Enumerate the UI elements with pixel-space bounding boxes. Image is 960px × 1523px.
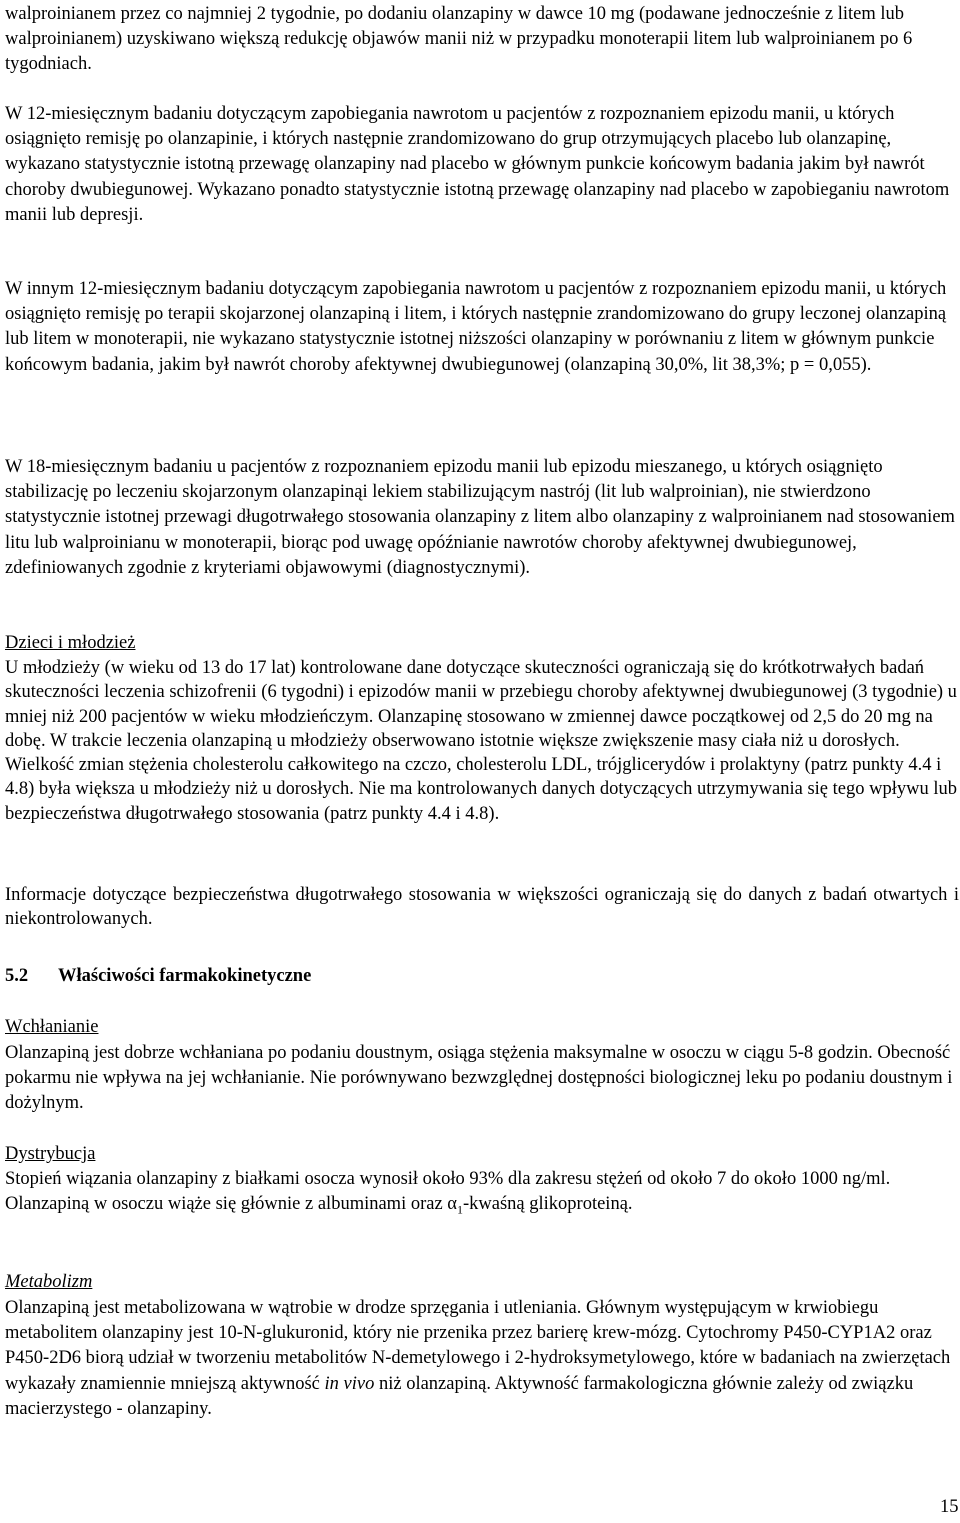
paragraph-mania-combination — [5, 2, 959, 78]
section-number: 5.2 — [5, 966, 29, 986]
paragraph-relapse-placebo — [5, 102, 959, 228]
section-title: Właściwości farmakokinetyczne — [58, 966, 312, 986]
paragraph-text: walproinianem przez co najmniej 2 tygodnie, po dodaniu olanzapiny w dawce 10 mg (podawane jednocześnie z litem lub walproinianem) uzyskiwano większą redukcję objawów manii niż w przypadku monoterapii litem lub walproinianem po 6 tygodniach. — [5, 4, 913, 75]
paragraph-text: U młodzieży (w wieku od 13 do 17 lat) kontrolowane dane dotyczące skuteczności ograniczają się do krótkotrwałych badań skuteczności leczenia schizofrenii (6 tygodni) i epizodów manii w przebiegu choroby afektywnej dwubiegunowej (3 tygodnie) u mniej niż 200 pacjentów w wieku młodzieńczym. Olanzapinę stosowano w zmiennej dawce początkowej od 2,5 do 20 mg na dobę. W trakcie leczenia olanzapiną u młodzieży obserwowano istotnie większe zwiększenie masy ciała niż u dorosłych. Wielkość zmian stężenia cholesterolu całkowitego na czczo, cholesterolu LDL, trójglicerydów i prolaktyny (patrz punkty 4.4 i 4.8) była większa u młodzieży niż u dorosłych. Nie ma kontrolowanych danych dotyczących utrzymywania się tego wpływu lub bezpieczeństwa długotrwałego stosowania (patrz punkty 4.4 i 4.8). — [5, 658, 957, 824]
paragraph-text: Informacje dotyczące bezpieczeństwa długotrwałego stosowania w większości ograniczają się do danych z badań otwartych i niekontrolowanych. — [5, 885, 959, 930]
paragraph-18-month-study — [5, 455, 959, 581]
text-run: Olanzapiną jest metabolizowana w wątrobie w drodze sprzęgania i utleniania. Głównym występującym w krwiobiegu metabolitem olanzapiny jest 10-N-glukuronid, który nie przenika przez barierę krew-mózg. Cytochromy P450-CYP1A2 oraz P450-2D6 biorą udział w tworzeniu metabolitów N-demetylowego i 2-hydroksymetylowego, które w badaniach na zwierzętach wykazały znamiennie mniejszą aktywność — [5, 1298, 951, 1394]
text-run: niż olanzapiną. Aktywność farmakologiczna głównie zależy od związku macierzystego - olanzapiny. — [5, 1373, 914, 1419]
subheading-children: Dzieci i młodzież — [5, 633, 136, 653]
text-run: -kwaśną glikoproteiną. — [463, 1194, 633, 1215]
paragraph-text — [5, 1296, 959, 1422]
text-run: Stopień wiązania olanzapiny z białkami osocza wynosił około 93% dla zakresu stężeń od około 7 do około 1000 ng/ml. Olanzapiną w osoczu wiąże się głównie z albuminami oraz α — [5, 1169, 891, 1215]
paragraph-text: Olanzapiną jest dobrze wchłaniana po podaniu doustnym, osiąga stężenia maksymalne w osoczu w ciągu 5-8 godzin. Obecność pokarmu nie wpływa na jej wchłanianie. Nie porównywano bezwzględnej dostępności biologicznej leku po podaniu doustnym i dożylnym. — [5, 1043, 953, 1114]
paragraph-text: W innym 12-miesięcznym badaniu dotyczącym zapobiegania nawrotom u pacjentów z rozpoznaniem epizodu manii, u których osiągnięto remisję po terapii skojarzonej olanzapiną i litem, i których następnie zrandomizowano do grupy leczonej olanzapiną lub litem w monoterapii, nie wykazano statystycznie istotnej niższości olanzapiny w porównaniu z litem w głównym punkcie końcowym badania, jakim był nawrót choroby afektywnej dwubiegunowej (olanzapiną 30,0%, lit 38,3%; p = 0,055). — [5, 279, 947, 375]
paragraph-text: W 18-miesięcznym badaniu u pacjentów z rozpoznaniem epizodu manii lub epizodu mieszanego, u których osiągnięto stabilizację po leczeniu skojarzonym olanzapinąi lekiem stabilizującym nastrój (lit lub walproinian), nie stwierdzono statystycznie istotnej przewagi długotrwałego stosowania olanzapiny z litem albo olanzapiny z walproinianem nad stosowaniem litu lub walproinianu w monoterapii, biorąc pod uwagę opóźnianie nawrotów choroby afektywnej dwubiegunowej, zdefiniowanych zgodnie z kryteriami objawowymi (diagnostycznymi). — [5, 457, 955, 578]
heading-children — [5, 631, 959, 656]
heading-distribution — [5, 1142, 959, 1167]
italic-term: in vivo — [324, 1373, 375, 1394]
heading-metabolism — [5, 1270, 959, 1295]
paragraph-text: W 12-miesięcznym badaniu dotyczącym zapobiegania nawrotom u pacjentów z rozpoznaniem epizodu manii, u których osiągnięto remisję po olanzapinie, i których następnie zrandomizowano do grup otrzymujących placebo lub olanzapinę, wykazano statystycznie istotną przewagę olanzapiny nad placebo w głównym punkcie końcowym badania jakim był nawrót choroby dwubiegunowej. Wykazano ponadto statystycznie istotną przewagę olanzapiny nad placebo w zapobieganiu nawrotom manii lub depresji. — [5, 104, 950, 225]
heading-absorption — [5, 1015, 959, 1040]
section-heading — [5, 964, 311, 989]
subheading-absorption: Wchłanianie — [5, 1017, 99, 1037]
subheading-distribution: Dystrybucja — [5, 1144, 96, 1164]
page-number: 15 — [940, 1497, 959, 1517]
paragraph-relapse-lithium — [5, 277, 959, 378]
paragraph-absorption — [5, 1041, 959, 1117]
subheading-metabolism: Metabolizm — [5, 1272, 93, 1292]
paragraph-long-term-safety — [5, 883, 959, 932]
subscript: 1 — [457, 1202, 463, 1217]
paragraph-metabolism — [5, 1296, 959, 1422]
paragraph-adolescents — [5, 656, 959, 826]
paragraph-distribution — [5, 1167, 959, 1223]
paragraph-text — [5, 1167, 959, 1223]
